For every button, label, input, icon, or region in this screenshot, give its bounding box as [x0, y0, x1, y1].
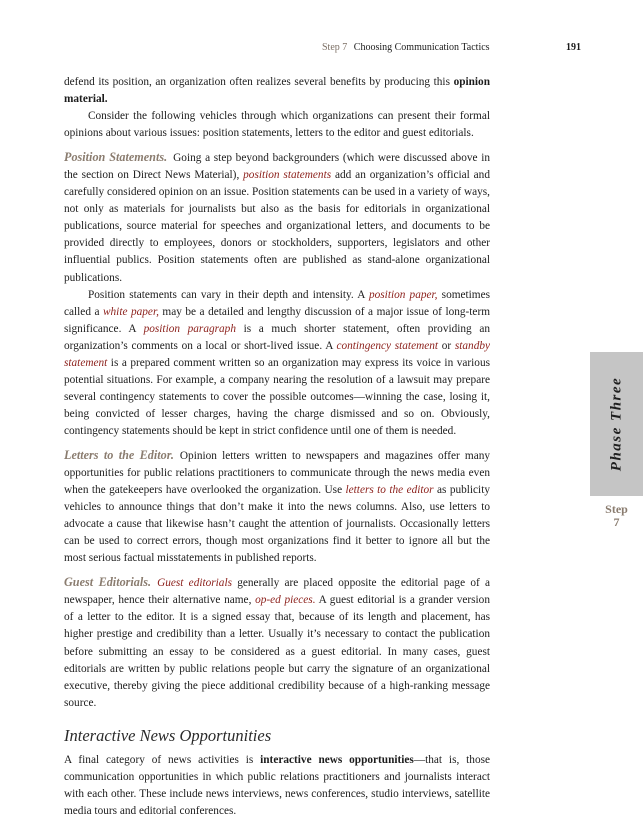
phase-tab — [590, 352, 643, 496]
term-contingency-statement: contingency statement — [336, 339, 439, 352]
pos2-text-6: is a prepared comment written so an organization may express its voice in various potential situations. For example, a company nearing the resolution of a lawsuit may prepare several contingency statements to cover the possible outcomes—winning the case, losing it, being convicted of lesser charges, having the charge dismissed and so on. Obviously, contingency statements should be kept in strict confidence until one of them is needed. — [64, 356, 490, 437]
term-position-paragraph: position paragraph — [143, 322, 236, 335]
term-position-statements: position statements — [243, 169, 332, 182]
paragraph-position-types — [64, 287, 490, 440]
paragraph-letters-to-editor — [64, 447, 490, 567]
page-body — [64, 74, 490, 820]
pos2-text-1: Position statements can vary in their depth and intensity. A — [88, 288, 369, 301]
term-position-paper: position paper, — [368, 288, 438, 301]
guest-text-2: A guest editorial is a grander version of a letter to the editor. It is a signed essay that, because of its length and placement, has higher prestige and credibility than a letter. Usually it’s necessary to contact the publication before submitting an essay to be considered as a guest editorial. In many cases, guest editorials are written by public relations people but carry the signature of an organizational executive, thereby giving the piece additional credibility because of a high-ranking message source. — [64, 594, 490, 709]
running-header — [0, 42, 643, 56]
pos2-text-5: or — [438, 339, 455, 352]
paragraph-vehicles-intro: Consider the following vehicles through which organizations can present their formal opinions about various issues: position statements, letters to the editor and guest editorials. — [64, 110, 490, 140]
key-term-opinion-material: opinion material. — [64, 76, 490, 106]
side-step-marker — [590, 503, 643, 529]
pos2-text-3: may be a detailed and lengthy discussion of a major issue of long-term significance. A — [64, 305, 490, 335]
pos2-text-2: sometimes called a — [64, 288, 490, 318]
interactive-text-1: A final category of news activities is — [64, 753, 261, 766]
section-title-interactive-news: Interactive News Opportunities — [64, 725, 272, 745]
running-head — [322, 42, 490, 53]
paragraph-position-statements — [64, 149, 490, 286]
pos2-text-4: is a much shorter statement, often providing an organization’s comments on a local or short-lived issue. A — [64, 322, 490, 352]
header-step-label: Step 7 — [322, 42, 348, 53]
side-step-number: 7 — [613, 515, 620, 529]
side-step-label: Step — [605, 502, 628, 516]
p1-text: defend its position, an organization often realizes several benefits by producing this — [64, 76, 454, 88]
paragraph-interactive-news — [64, 752, 490, 820]
position-text-2: add an organization’s official and carefully considered opinion on an issue. Position statements can be used in a variety of ways, not only as materials for journalists but also as the basis for editorials in organizational publications, source material for speeches and organizational letters, and documents to be provided directly to employees, donors or stockholders, supporters, legislators and other influential publics. Position statements often are published as stand-alone organizational publications. — [64, 169, 490, 284]
term-op-ed-pieces: op-ed pieces. — [255, 594, 316, 607]
position-text-1: Going a step beyond backgrounders (which were discussed above in the section on Direct News Material), — [64, 152, 490, 182]
paragraph-guest-editorials — [64, 574, 490, 711]
header-chapter-title: Choosing Communication Tactics — [353, 42, 490, 53]
page-number: 191 — [566, 42, 581, 53]
term-letters-to-editor: letters to the editor — [345, 484, 434, 497]
run-in-heading-guest-editorials: Guest Editorials. — [64, 575, 152, 590]
key-term-interactive-news: interactive news opportunities — [260, 753, 414, 766]
run-in-heading-letters: Letters to the Editor. — [64, 447, 174, 462]
run-in-heading-position-statements: Position Statements. — [64, 150, 168, 165]
guest-text-1: generally are placed opposite the editorial page of a newspaper, hence their alternative name, — [64, 577, 490, 607]
paragraph-opinion-benefits — [64, 74, 490, 108]
letters-text-1: Opinion letters written to newspapers and magazines offer many opportunities for public relations practitioners to communicate through the news media even when the gatekeepers have overlooked the organization. Use — [64, 449, 490, 497]
interactive-text-2: —that is, those communication opportunities in which public relations practitioners and journalists interact with each other. These include news interviews, news conferences, studio interviews, satellite media tours and editorial conferences. — [64, 753, 491, 817]
letters-text-2: as publicity vehicles to announce things that don’t make it into the news columns. Also, use letters to advocate a cause that likewise hasn’t caught the attention of journalists. Occasionally letters can be used to correct errors, though most organizations find it better to ignore all but the most serious factual misstatements in published reports. — [64, 484, 490, 565]
phase-label: Phase Three — [608, 376, 624, 472]
term-white-paper: white paper, — [103, 305, 159, 318]
term-standby-statement: standby statement — [64, 339, 491, 369]
term-guest-editorials: Guest editorials — [157, 577, 232, 590]
